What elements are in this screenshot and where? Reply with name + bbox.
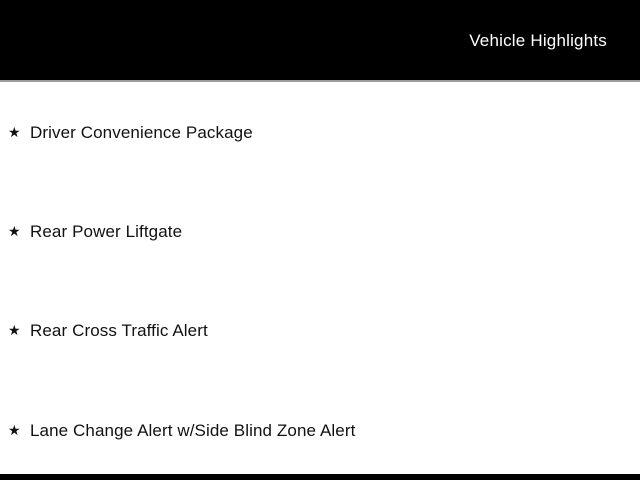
star-icon: ★: [8, 421, 21, 438]
star-icon: ★: [8, 222, 21, 239]
highlight-label: Rear Power Liftgate: [30, 221, 183, 241]
header-bar: [0, 0, 640, 82]
highlight-label: Driver Convenience Package: [30, 122, 253, 142]
list-item: [8, 418, 355, 442]
list-item: [8, 318, 208, 342]
footer-bar: [0, 474, 640, 480]
list-item: [8, 120, 253, 144]
highlight-label: Lane Change Alert w/Side Blind Zone Alert: [30, 420, 356, 440]
star-icon: ★: [8, 321, 21, 338]
page-title: Vehicle Highlights: [469, 30, 607, 50]
star-icon: ★: [8, 123, 21, 140]
list-item: [8, 219, 182, 243]
highlight-label: Rear Cross Traffic Alert: [30, 320, 208, 340]
highlights-list: [0, 84, 640, 474]
